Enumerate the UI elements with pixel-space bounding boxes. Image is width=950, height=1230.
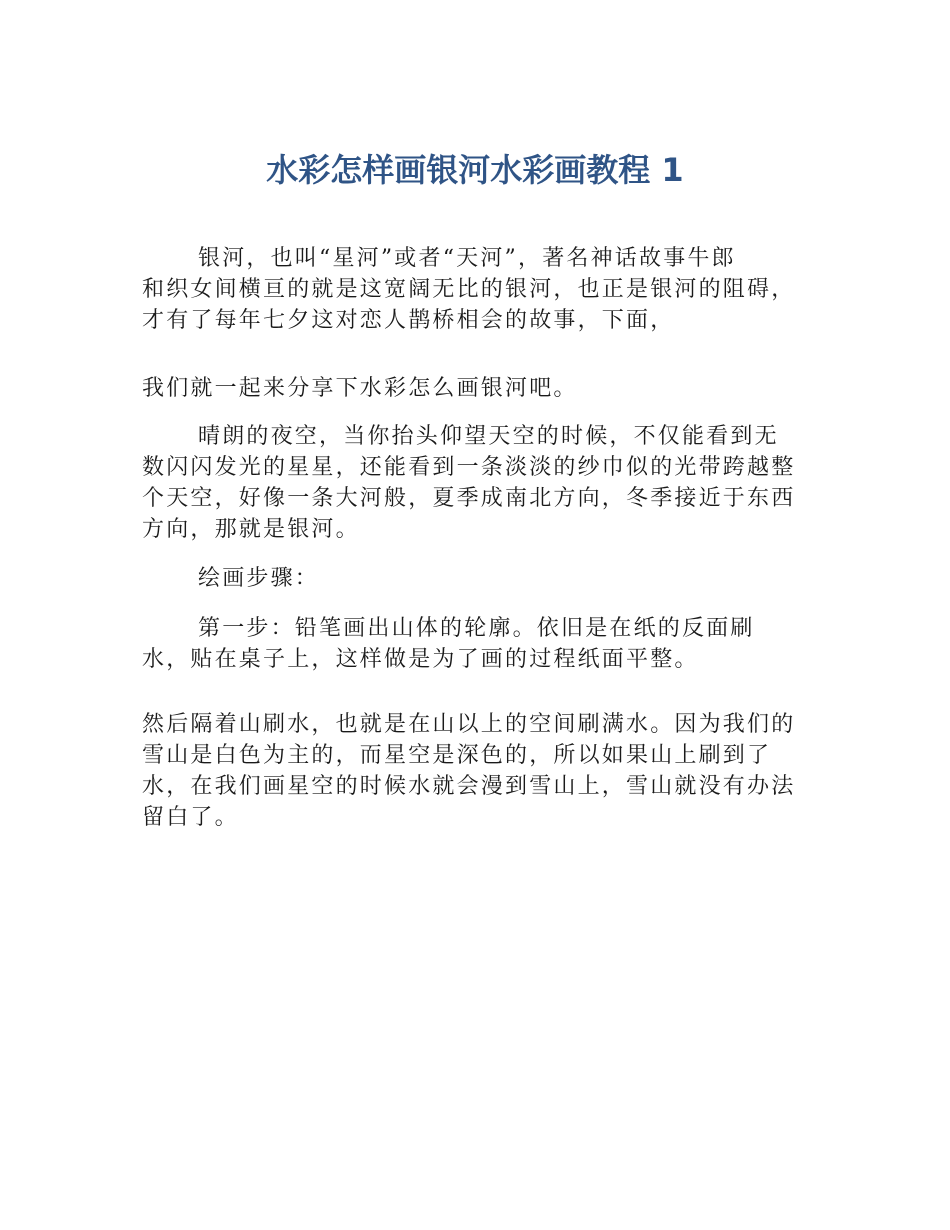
- text-line: 个天空，好像一条大河般，夏季成南北方向，冬季接近于东西: [142, 486, 796, 511]
- text-line: 才有了每年七夕这对恋人鹊桥相会的故事，下面，: [142, 308, 675, 333]
- text-line: 和织女间横亘的就是这宽阔无比的银河，也正是银河的阻碍，: [142, 277, 796, 302]
- paragraph-steps-heading: [142, 563, 814, 594]
- text-line: 留白了。: [142, 805, 239, 830]
- paragraph-intro-continued: [142, 373, 814, 404]
- text-line: 我们就一起来分享下水彩怎么画银河吧。: [142, 376, 578, 401]
- document-title: 水彩怎样画银河水彩画教程 1: [266, 151, 684, 189]
- text-line: 绘画步骤：: [198, 566, 320, 591]
- paragraph-step-one-continued: [142, 709, 814, 833]
- text-line: 数闪闪发光的星星，还能看到一条淡淡的纱巾似的光带跨越整: [142, 455, 796, 480]
- text-line: 方向，那就是银河。: [142, 517, 360, 542]
- text-line: 银河，也叫“星河”或者“天河”，著名神话故事牛郎: [198, 246, 736, 271]
- text-line: 第一步：铅笔画出山体的轮廓。依旧是在纸的反面刷: [198, 616, 755, 641]
- paragraph-step-one: [142, 613, 814, 675]
- paragraph-intro: [142, 243, 814, 336]
- text-line: 水，在我们画星空的时候水就会漫到雪山上，雪山就没有办法: [142, 774, 796, 799]
- text-line: 晴朗的夜空，当你抬头仰望天空的时候，不仅能看到无: [198, 424, 779, 449]
- text-line: 水，贴在桌子上，这样做是为了画的过程纸面平整。: [142, 647, 699, 672]
- text-line: 雪山是白色为主的，而星空是深色的，所以如果山上刷到了: [142, 743, 772, 768]
- text-line: 然后隔着山刷水，也就是在山以上的空间刷满水。因为我们的: [142, 712, 796, 737]
- paragraph-night-sky: [142, 421, 814, 545]
